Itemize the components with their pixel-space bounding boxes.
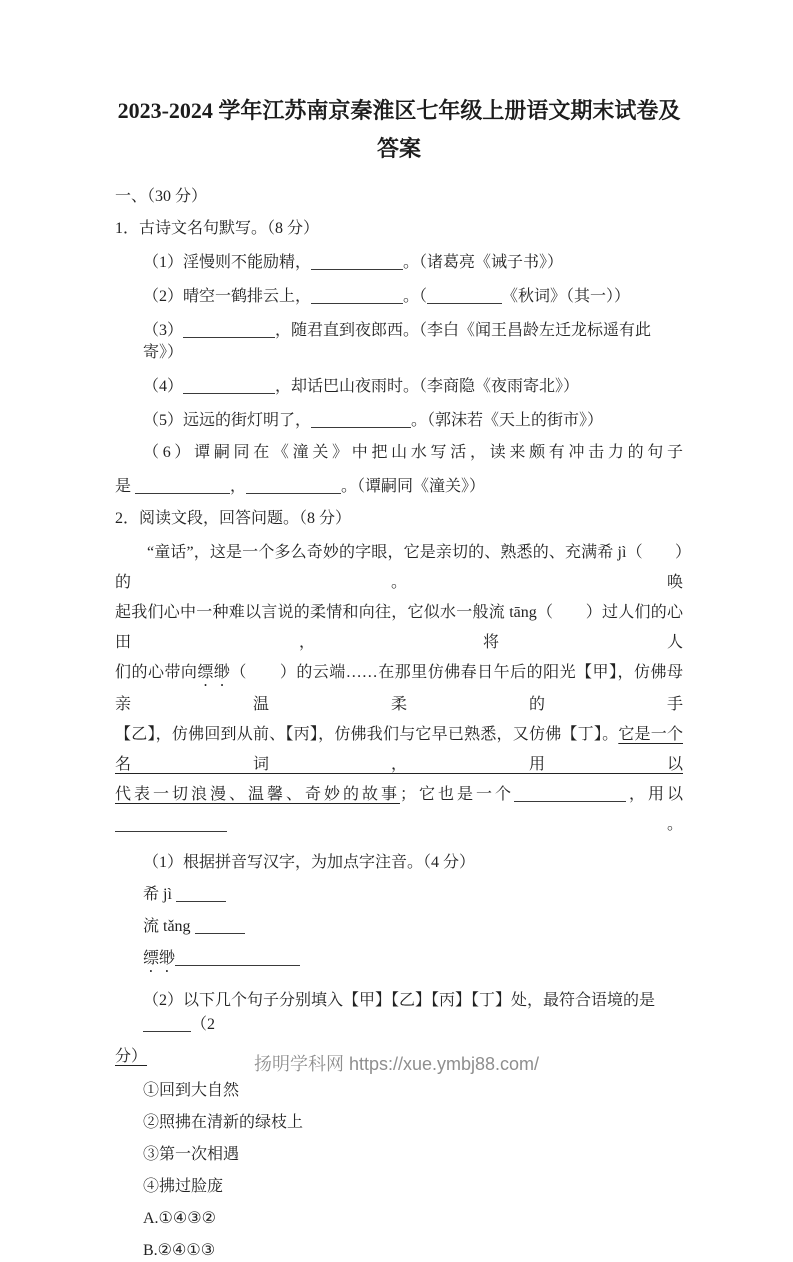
q1-item-6-blank1 xyxy=(135,477,230,494)
q1-item-3-blank xyxy=(183,321,275,338)
passage-line-3-text1: 们的心带向 xyxy=(115,664,198,681)
q1-item-5-source: 。（郭沫若《天上的街市》） xyxy=(411,412,604,429)
question-1-stem: 1．古诗文名句默写。（8 分） xyxy=(115,220,320,237)
option-a: A.①④③② xyxy=(143,1210,216,1227)
q1-item-6-text: 是 xyxy=(115,478,132,495)
q2-sub2-score-close: 分） xyxy=(115,1048,148,1065)
q2-sub2-stem-line1 xyxy=(115,990,683,1036)
passage-line-3 xyxy=(115,658,683,720)
q1-item-1 xyxy=(115,250,683,274)
option-2: ②照拂在清新的绿枝上 xyxy=(143,1114,304,1131)
q1-item-3 xyxy=(115,318,683,364)
q1-item-4-number: （4） xyxy=(143,378,184,395)
question-2-stem: 2．阅读文段，回答问题。（8 分） xyxy=(115,510,352,527)
pinyin-item-3-text: 缥缈 xyxy=(143,950,176,967)
exam-title xyxy=(115,0,683,168)
q1-item-2 xyxy=(115,284,683,308)
pinyin-item-1-blank xyxy=(176,885,226,902)
option-b: B.②④①③ xyxy=(143,1242,216,1259)
pinyin-item-3 xyxy=(115,946,683,976)
passage-line-5-text1: ；它也是一个 xyxy=(399,786,514,803)
underlined-clause-part1: 它是一个名词，用以 xyxy=(115,726,683,773)
underlined-clause-part2: 代表一切浪漫、温馨、奇妙的故事 xyxy=(115,786,400,803)
q2-sub2-score-open: （2 xyxy=(191,1016,216,1033)
footer-watermark-text: 扬明学科网 https://xue.ymbj88.com/ xyxy=(253,1054,540,1074)
pinyin-item-1 xyxy=(115,882,683,906)
passage-blank-2 xyxy=(115,815,227,832)
q1-item-6-source: 。（谭嗣同《潼关》） xyxy=(341,478,486,495)
q1-item-1-text: （1）淫慢则不能励精， xyxy=(143,254,312,271)
q1-item-5-blank xyxy=(311,411,411,428)
passage-line-5-period: 。 xyxy=(227,816,683,833)
q1-item-6-line2 xyxy=(115,474,683,498)
q1-item-2-blank2 xyxy=(427,287,502,304)
passage-line-3-text2: （ ）的云端……在那里仿佛春日午后的阳光【甲】，仿佛母亲温柔的手 xyxy=(115,664,683,713)
option-1: ①回到大自然 xyxy=(143,1082,240,1099)
q1-item-3-number: （3） xyxy=(143,322,184,339)
option-3: ③第一次相遇 xyxy=(143,1146,240,1163)
q2-sub2-stem-text: （2）以下几个句子分别填入【甲】【乙】【丙】【丁】处，最符合语境的是 xyxy=(143,992,656,1009)
footer-watermark xyxy=(0,1052,793,1076)
passage-line-5-text2: ，用以 xyxy=(625,786,683,803)
pinyin-item-2-text: 流 tǎng xyxy=(143,918,191,935)
passage-line-5 xyxy=(115,780,683,840)
pinyin-item-3-blank xyxy=(175,949,300,966)
q1-item-3-text: ，随君直到夜郎西。（李白《闻王昌龄左迁龙标遥有此寄》） xyxy=(143,322,652,361)
q1-item-6-line1: （6）谭嗣同在《潼关》中把山水写活，读来颇有冲击力的句子 xyxy=(143,444,683,461)
q1-item-2-mid: 。（ xyxy=(403,288,428,305)
q1-item-4-text: ，却话巴山夜雨时。（李商隐《夜雨寄北》） xyxy=(275,378,580,395)
q1-item-4 xyxy=(115,374,683,398)
passage-line-4 xyxy=(115,720,683,780)
q1-item-2-source: 《秋词》（其一）） xyxy=(502,288,631,305)
exam-title-line2: 答案 xyxy=(376,136,421,161)
passage-blank-1 xyxy=(514,785,626,802)
q1-item-1-source: 。（诸葛亮《诫子书》） xyxy=(403,254,564,271)
exam-title-line1: 2023-2024 学年江苏南京秦淮区七年级上册语文期末试卷及 xyxy=(117,98,681,123)
q1-item-4-blank xyxy=(183,377,275,394)
passage-line-4-text: 【乙】，仿佛回到从前、【丙】，仿佛我们与它早已熟悉，又仿佛【丁】。 xyxy=(115,726,619,743)
emphasized-word-piaomiao: 缥缈 xyxy=(197,664,231,681)
q1-item-6-blank2 xyxy=(246,477,341,494)
q1-item-2-blank1 xyxy=(311,287,403,304)
section-1-heading: 一、（30 分） xyxy=(115,188,208,205)
passage-line-1: “童话”，这是一个多么奇妙的字眼，它是亲切的、熟悉的、充满希 jì（ ）的。唤 xyxy=(115,544,683,591)
q1-item-2-text: （2）晴空一鹤排云上， xyxy=(143,288,312,305)
q1-item-5-text: （5）远远的街灯明了， xyxy=(143,412,312,429)
pinyin-item-2-blank xyxy=(195,917,245,934)
q1-item-6-comma: ， xyxy=(230,478,247,495)
pinyin-item-1-text: 希 jì xyxy=(143,886,172,903)
option-4: ④拂过脸庞 xyxy=(143,1178,224,1195)
q2-sub2-blank xyxy=(143,1015,191,1032)
pinyin-item-2 xyxy=(115,914,683,938)
q1-item-1-blank xyxy=(311,253,403,270)
q1-item-5 xyxy=(115,408,683,432)
passage-line-2: 起我们心中一种难以言说的柔情和向往，它似水一般流 tāng（ ）过人们的心田，将人 xyxy=(115,604,683,651)
q2-sub1-stem: （1）根据拼音写汉字，为加点字注音。（4 分） xyxy=(143,854,476,871)
